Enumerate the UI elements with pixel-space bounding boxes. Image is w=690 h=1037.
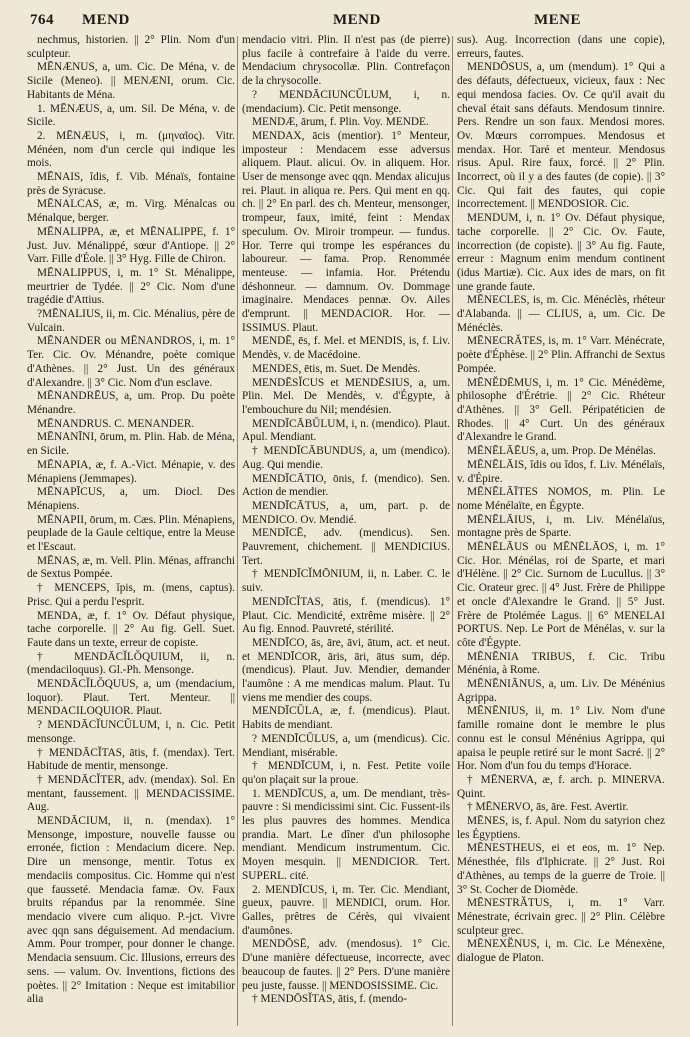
dictionary-entry: MĒNAPII, ōrum, m. Cæs. Plin. Ménapiens, peuplade de la Gaule celtique, entre la Meuse et l'Escaut.	[27, 513, 235, 554]
dictionary-entry: † MENDŌSĬTAS, ātis, f. (mendo-	[252, 993, 408, 1006]
dictionary-entry: ? MENDĀCIUNCŬLUM, i, n. (mendacium). Cic. Petit mensonge.	[242, 88, 450, 115]
dictionary-entry: † MENDĪCĀBUNDUS, a, um (mendico). Aug. Qui mendie.	[242, 445, 450, 471]
dictionary-entry: MĒNĒLĀĒUS, a, um. Prop. De Ménélas.	[467, 445, 656, 458]
dictionary-entry: MĒNĒNIUS, ii, m. 1° Liv. Nom d'une famille romaine dont le membre le plus connu est le consul Ménénius Agrippa, qui apaisa le peuple retiré sur le mont Sacré. || 2° Hor. Nom d'un fou du temps d'Horace.	[457, 705, 665, 773]
dictionary-entry: MĒNECRĂTES, is, m. 1° Varr. Ménécrate, poète d'Éphèse. || 2° Plin. Affranchi de Sextus Pompée.	[457, 335, 665, 375]
dictionary-entry: MENDŌSĒ, adv. (mendosus). 1° Cic. D'une manière défectueuse, incorrecte, avec beaucoup de fautes. || 2° Pers. D'une manière peu juste, fausse. || MENDOSISSIME. Cic.	[242, 938, 450, 992]
dictionary-entry: MENDŌSUS, a, um (mendum). 1° Qui a des défauts, défectueux, vicieux, faux : Nec equi mendosa facies. Ov. Ce qu'il avait du cheval était sans défauts. Mendosum tinnire. Pers. Rendre un son faux. Mendosi mores. Ov. Mœurs corrompues. Mendosus et mendax. Hor. Taré et menteur. Mendosus risus. Apul. Rire faux, forcé. || 2° Plin. Incorrect, où il y a des fautes (de copie). || 3° Cic. Qui fait des fautes, qui copie incorrectement. || MENDOSIOR. Cic.	[457, 61, 665, 211]
dictionary-entry: MENDĪCĬTAS, ātis, f. (mendicus). 1° Plaut. Cic. Mendicité, extrême misère. || 2° Au fig. Ennod. Pauvreté, stérilité.	[242, 595, 450, 636]
dictionary-entry: MĒNĔDĒMUS, i, m. 1° Cic. Ménédème, philosophe d'Érétrie. || 2° Cic. Rhéteur d'Athènes. || 3° Gell. Péripatéticien de Rhodes. || 4° Curt. Un des généraux d'Alexandre le Grand.	[457, 376, 665, 444]
dictionary-entry: MENDES, ētis, m. Suet. De Mendès.	[252, 362, 421, 375]
dictionary-entry: MENDUM, i, n. 1° Ov. Défaut physique, tache corporelle. || 2° Cic. Ov. Faute, incorrection (de copiste). || 3° Au fig. Faute, erreur : Magnum enim mendum continent (idus Martiæ). Cic. Aux ides de mars, on fit une grande faute.	[457, 212, 665, 293]
column-divider	[452, 36, 453, 1026]
dictionary-entry: 1. MĒNÆUS, a, um. Sil. De Ména, v. de Sicile.	[27, 102, 235, 129]
dictionary-entry: MENDÆ, ārum, f. Plin. Voy. MENDE.	[252, 116, 429, 129]
dictionary-entry: MĒNĒNIĀNUS, a, um. Liv. De Ménénius Agrippa.	[457, 678, 665, 704]
dictionary-entry: † MENDĀCĬLŎQUIUM, ii, n. (mendaciloquus). Gl.-Ph. Mensonge.	[27, 650, 235, 677]
dictionary-entry: sus). Aug. Incorrection (dans une copie), erreurs, fautes.	[457, 34, 665, 60]
dictionary-entry: † MENDĀCĬTER, adv. (mendax). Sol. En mentant, faussement. || MENDACISSIME. Aug.	[27, 773, 235, 814]
dictionary-entry: MĒNĒLĀIUS, i, m. Liv. Ménélaïus, montagne près de Sparte.	[457, 513, 665, 540]
dictionary-entry: MENDA, æ, f. 1° Ov. Défaut physique, tache corporelle. || 2° Au fig. Gell. Suet. Faute dans un texte, erreur de copiste.	[27, 609, 235, 649]
dictionary-entry: MĒNĒNIA TRIBUS, f. Cic. Tribu Ménénia, à Rome.	[457, 650, 665, 677]
dictionary-entry: 2. MENDĪCUS, i, m. Ter. Cic. Mendiant, gueux, pauvre. || MENDICI, orum. Hor. Galles, prêtres de Cérès, qui vivaient d'aumônes.	[242, 883, 450, 937]
dictionary-entry: MĒNANDRĒUS, a, um. Prop. Du poète Ménandre.	[27, 390, 235, 416]
page-header	[30, 12, 668, 32]
dictionary-entry: MENDĒ, ēs, f. Mel. et MENDIS, is, f. Liv. Mendès, v. de Macédoine.	[242, 335, 450, 362]
column-middle	[242, 34, 450, 1029]
dictionary-entry: MENDĀCĬLŎQUUS, a, um (mendacium, loquor). Plaut. Tert. Menteur. || MENDACILOQUIOR. Plaut.	[27, 678, 235, 718]
dictionary-entry: MĒNÆNUS, a, um. Cic. De Ména, v. de Sicile (Meneo). || MENÆNI, orum. Cic. Habitants de Ména.	[27, 61, 235, 101]
dictionary-entry: 2. MĒNÆUS, i, m. (μηναῖος). Vitr. Ménéen, nom d'un cercle qui indique les mois.	[27, 129, 235, 170]
dictionary-entry: † MENDĪCUM, i, n. Fest. Petite voile qu'on plaçait sur la proue.	[242, 760, 450, 786]
column-right	[457, 34, 665, 1029]
guide-word-left: MEND	[82, 12, 130, 28]
dictionary-entry: † MĒNERVA, æ, f. arch. p. MINERVA. Quint.	[457, 773, 665, 800]
dictionary-entry: MĒNAPĪCUS, a, um. Diocl. Des Ménapiens.	[27, 486, 235, 512]
dictionary-entry: † MENDĀCĬTAS, ātis, f. (mendax). Tert. Habitude de mentir, mensonge.	[27, 746, 235, 773]
dictionary-entry: MĒNALIPPUS, i, m. 1° St. Ménalippe, meurtrier de Tydée. || 2° Cic. Nom d'une tragédie d'Attius.	[27, 266, 235, 307]
dictionary-entry: MĒNĒLĀĪTES NOMOS, m. Plin. Le nome Ménélaïte, en Égypte.	[457, 486, 665, 512]
dictionary-entry: MENDĪCĀTUS, a, um, part. p. de MENDICO. Ov. Mendié.	[242, 499, 450, 526]
dictionary-entry: MĒNESTRĂTUS, i, m. 1° Varr. Ménestrate, écrivain grec. || 2° Plin. Célèbre sculpteur grec.	[457, 897, 665, 937]
dictionary-entry: ? MENDĀCĬUNCŬLUM, i, n. Cic. Petit mensonge.	[27, 719, 235, 745]
dictionary-entry: MENDĀCIUM, ii, n. (mendax). 1° Mensonge, imposture, nouvelle fausse ou erronée, fiction : Mendacium dicere. Nep. Dire un mensonge, mentir. Totus ex mendaciis compositus. Cic. Homme qui n'est que fausseté. Mendacia famæ. Ov. Faux bruits répandus par la renommée. Sine mendacio vivere cum aliquo. P.-jct. Vivre avec qqn sans déguisement. Ad mendacium. Amm. Pour tromper, pour donner le change. Mendacia sensuum. Cic. Illusions, erreurs des sens. — valum. Ov. Inventions, fictions des poètes. || 2° Imitation : Neque est imitabilior alia	[27, 815, 235, 1006]
dictionary-entry: † MENDĪCĬMŌNIUM, ii, n. Laber. C. le suiv.	[242, 568, 450, 595]
dictionary-entry: mendacio vitri. Plin. Il n'est pas (de pierre) plus facile à contrefaire à l'aide du verre. Mendacium chrysocollæ. Plin. Contrefaçon de la chrysocolle.	[242, 34, 450, 88]
dictionary-entry: ? MENDĪCŬLUS, a, um (mendicus). Cic. Mendiant, misérable.	[242, 732, 450, 759]
dictionary-entry: MĒNANDER ou MĒNANDROS, i, m. 1° Ter. Cic. Ov. Ménandre, poète comique d'Athènes. || 2° Just. Un des généraux d'Alexandre. || 3° Cic. Nom d'un esclave.	[27, 335, 235, 389]
dictionary-entry: MĒNALIPPA, æ, et MĒNALIPPE, f. 1° Just. Juv. Ménalippé, sœur d'Antiope. || 2° Varr. Fille d'Éole. || 3° Hyg. Fille de Chiron.	[27, 225, 235, 266]
dictionary-entry: MENDĪCO, ās, āre, āvi, ātum, act. et neut. et MENDĪCOR, āris, āri, ātus sum, dép. (mendicus). Plaut. Juv. Mendier, demander l'aumône : A me mendicas malum. Plaut. Tu viens me mendier des coups.	[242, 636, 450, 704]
column-divider	[237, 36, 238, 1026]
dictionary-entry: MĒNĒLĀIS, ĭdis ou ĭdos, f. Liv. Ménélaïs, v. d'Épire.	[457, 458, 665, 485]
dictionary-entry: MENDĪCĒ, adv. (mendicus). Sen. Pauvrement, chichement. || MENDICIUS. Tert.	[242, 527, 450, 567]
dictionary-entry: MENDĪCĀBŬLUM, i, n. (mendico). Plaut. Apul. Mendiant.	[242, 417, 450, 444]
column-left	[27, 34, 235, 1029]
dictionary-entry: MĒNAS, æ, m. Vell. Plin. Ménas, affranchi de Sextus Pompée.	[27, 554, 235, 581]
dictionary-entry: † MĒNERVO, ās, āre. Fest. Avertir.	[467, 801, 629, 814]
dictionary-entry: MĒNES, is, f. Apul. Nom du satyrion chez les Égyptiens.	[457, 815, 665, 841]
dictionary-entry: MĒNANĪNI, ōrum, m. Plin. Hab. de Ména, en Sicile.	[27, 431, 235, 458]
guide-word-center: MEND	[333, 12, 381, 28]
dictionary-entry: MĒNEXĔNUS, i, m. Cic. Le Ménexène, dialogue de Platon.	[457, 938, 665, 965]
dictionary-entry: MENDAX, ācis (mentior). 1° Menteur, imposteur : Mendacem esse adversus aliquem. Plaut. alicui. Ov. in aliquem. Hor. User de mensonge avec qqn. Mendax alicujus rei. Plaut. in aliqua re. Pers. Qui ment en qq. ch. || 2° En parl. des ch. Menteur, mensonger, trompeur, faux, imité, feint : Mendax speculum. Ov. Miroir trompeur. — fundus. Hor. Terre qui trompe les espérances du laboureur. — fama. Prop. Renommée menteuse. — infamia. Hor. Prétendu déshonneur. — damnum. Ov. Dommage imaginaire. Mendaces pennæ. Ov. Ailes d'emprunt. || MENDACIOR. Hor. — ISSIMUS. Plaut.	[242, 129, 450, 334]
dictionary-entry: MENDĪCŬLA, æ, f. (mendicus). Plaut. Habits de mendiant.	[242, 705, 450, 732]
dictionary-entry: ?MĒNALIUS, ii, m. Cic. Ménalius, père de Vulcain.	[27, 308, 235, 334]
dictionary-entry: MĒNALCAS, æ, m. Virg. Ménalcas ou Ménalque, berger.	[27, 198, 235, 225]
dictionary-entry: 1. MENDĪCUS, a, um. De mendiant, très-pauvre : Si mendicissimi sint. Cic. Fussent-ils les plus pauvres des hommes. Mendica prandia. Mart. Le dîner d'un philosophe mendiant. Mendicum instrumentum. Cic. Moyen mesquin. || MENDICIOR. Tert. SUPERL. cité.	[242, 787, 450, 882]
dictionary-entry: MENDĪCĀTIO, ōnis, f. (mendico). Sen. Action de mendier.	[242, 472, 450, 499]
guide-word-right: MENE	[534, 12, 581, 28]
dictionary-entry: MĒNAPIA, æ, f. A.-Vict. Ménapie, v. des Ménapiens (Jemmapes).	[27, 458, 235, 485]
page-number: 764	[30, 12, 54, 28]
dictionary-entry: MENDĒSĬCUS et MENDĒSIUS, a, um. Plin. Mel. De Mendès, v. d'Égypte, à l'embouchure du Nil; mendésien.	[242, 376, 450, 416]
dictionary-entry: MĒNECLES, is, m. Cic. Ménéclès, rhéteur d'Alabanda. || — CLIUS, a, um. Cic. De Ménéclès.	[457, 294, 665, 334]
dictionary-entry: nechmus, historien. || 2° Plin. Nom d'un sculpteur.	[27, 34, 235, 60]
dictionary-entry: MĒNĒLĀUS ou MĒNĒLĀOS, i, m. 1° Cic. Hor. Ménélas, roi de Sparte, et mari d'Hélène. || 2° Cic. Surnom de Lucullus. || 3° Cic. Orateur grec. || 4° Just. Frère de Philippe et oncle d'Alexandre le Grand. || 5° Just. Frère de Ptolémée Lagus. || 6° MENELAI PORTUS. Nep. Le Port de Ménélas, v. sur la côte d'Égypte.	[457, 541, 665, 649]
dictionary-entry: MĒNANDRUS. C. MENANDER.	[37, 417, 195, 430]
dictionary-entry: MĒNESTHEUS, ei et eos, m. 1° Nep. Ménesthée, fils d'Iphicrate. || 2° Just. Roi d'Athènes, au temps de la guerre de Troie. || 3° St. Cocher de Diomède.	[457, 842, 665, 896]
dictionary-entry: MĒNAIS, ĭdis, f. Vib. Ménaïs, fontaine près de Syracuse.	[27, 171, 235, 197]
dictionary-entry: † MENCEPS, ĭpis, m. (mens, captus). Prisc. Qui a perdu l'esprit.	[27, 582, 235, 608]
